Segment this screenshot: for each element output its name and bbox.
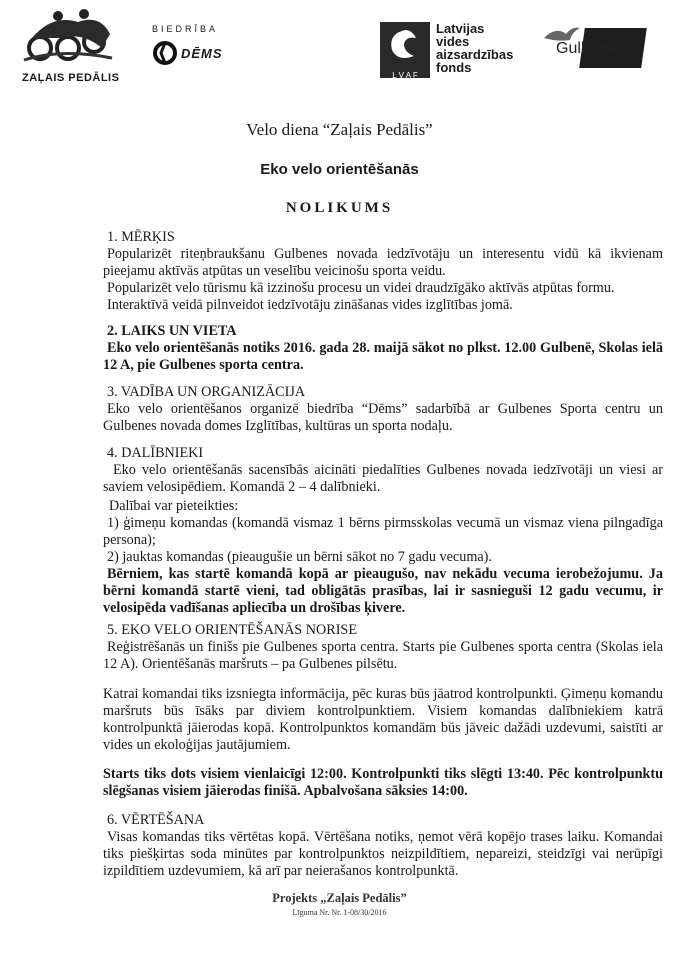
lvaf-line-3: aizsardzības [436,47,514,62]
section-5-p2: Katrai komandai tiks izsniegta informācija, pēc kuras būs jāatrod kontrolpunkti. Ģimeņu komandu maršruts būs īsāks par diviem kontrolpunktiem. Visiem komandas dalībniekiem katrā kontrolpunktā jāierodas kopā. Kontrolpunktos komandām būs jāveic dažādi uzdevumi, saistīti ar vides un ekoloģijas jautājumiem. [103,686,663,753]
section-5-p1: Reģistrēšanās un finišs pie Gulbenes sporta centra. Starts pie Gulbenes sporta centra (Skolas iela 12 A). Orientēšanās maršruts – pa Gulbenes pilsētu. [103,639,663,672]
cyclists-logo-icon [22,8,114,66]
lvaf-swirl-icon [380,22,430,66]
lvaf-line-4: fonds [436,60,472,75]
section-3-heading: 3. VADĪBA UN ORGANIZĀCIJA [107,384,306,400]
biedriba-label: BIEDRĪBA [152,24,219,34]
section-4-p2: Dalībai var pieteikties: [109,498,239,514]
section-2-p1: Eko velo orientēšanās notiks 2016. gada 28. maijā sākot no plkst. 12.00 Gulbenē, Skolas ielā 12 A, pie Gulbenes sporta centra. [103,340,663,373]
section-1-p1: Popularizēt riteņbraukšanu Gulbenes novada iedzīvotāju un interesentu vidū kā ikvienam pieejamu aktīvās atpūtas un veselību veicinošu sporta veidu. [103,246,663,279]
page-title: Velo diena “Zaļais Pedālis” [246,120,433,139]
document-type: NOLIKUMS [285,200,394,216]
section-2-heading: 2. LAIKS UN VIETA [107,323,237,339]
section-6-heading: 6. VĒRTĒŠANA [107,812,205,828]
section-5-p3: Starts tiks dots visiem vienlaicīgi 12:00. Kontrolpunkti tiks slēgti 13:40. Pēc kontrolpunktu slēgšanas visiem jāierodas finišā. Apbalvošana sāksies 14:00. [103,766,663,799]
dems-logo-text: DĒMS [181,45,223,61]
footer-contract: Līguma Nr. Nr. 1-08/30/2016 [292,908,387,917]
section-3-p1: Eko velo orientēšanos organizē biedrība “Dēms” sadarbībā ar Gulbenes Sporta centru un Gulbenes novada domes Izglītības, kultūras un sporta nodaļu. [103,401,663,434]
dems-logo [152,24,242,74]
lvaf-line-2: vides [436,34,470,49]
footer-project: Projekts „Zaļais Pedālis” [272,891,407,905]
lvaf-logo [380,22,530,82]
section-1-p2: Popularizēt velo tūrismu kā izzinošu procesu un videi draudzīgāko aktīvās atpūtas formu. [107,280,615,296]
gulbenes-label: Gulbenes [556,40,625,57]
zalais-pedalis-logo [22,8,120,84]
page-subtitle: Eko velo orientēšanās [260,161,419,178]
dems-swirl-icon [152,40,178,66]
section-4-p1: Eko velo orientēšanās sacensībās aicināti piedalīties Gulbenes novada iedzīvotāji un viesi ar saviem velosipēdiem. Komandā 2 – 4 dalībnieki. [103,462,663,495]
section-6-p1: Visas komandas tiks vērtētas kopā. Vērtēšana notiks, ņemot vērā kopējo trases laiku. Komandai tiks piešķirtas soda minūtes par kontrolpunktos neizpildītiem, nepareizi, steidzīgi vai nerūpīgi izpildītiem uzdevumiem, kā arī par neierašanos kontrolpunktā. [103,829,663,879]
section-1-heading: 1. MĒRĶIS [107,229,175,245]
section-5-heading: 5. EKO VELO ORIENTĒŠANĀS NORISE [107,622,357,638]
section-4-heading: 4. DALĪBNIEKI [107,445,204,461]
lvaf-line-1: Latvijas [436,21,485,36]
section-4-p3: 1) ģimeņu komandas (komandā vismaz 1 bērns pirmsskolas vecumā un vismaz viena pilngadīga persona); [103,515,663,548]
section-4-p4: 2) jauktas komandas (pieaugušie un bērni sākot no 7 gadu vecuma). [107,549,492,565]
gulbenes-novads-logo [540,18,650,88]
zalais-pedalis-logo-text: ZAĻAIS PEDĀLIS [22,72,120,84]
novads-label: novads [586,58,622,70]
section-4-p5: Bērniem, kas startē komandā kopā ar pieaugušo, nav nekādu vecuma ierobežojumu. Ja bērni komandā startē vieni, tad obligātās prasības, lai ir sasnieguši 12 gadu vecumu, ir velosipēda vadīšanas apliecība un drošības ķivere. [103,566,663,616]
section-1-p3: Interaktīvā veidā pilnveidot iedzīvotāju zināšanas vides izglītības jomā. [107,297,513,313]
lvaf-abbr: L V A F [392,71,418,80]
